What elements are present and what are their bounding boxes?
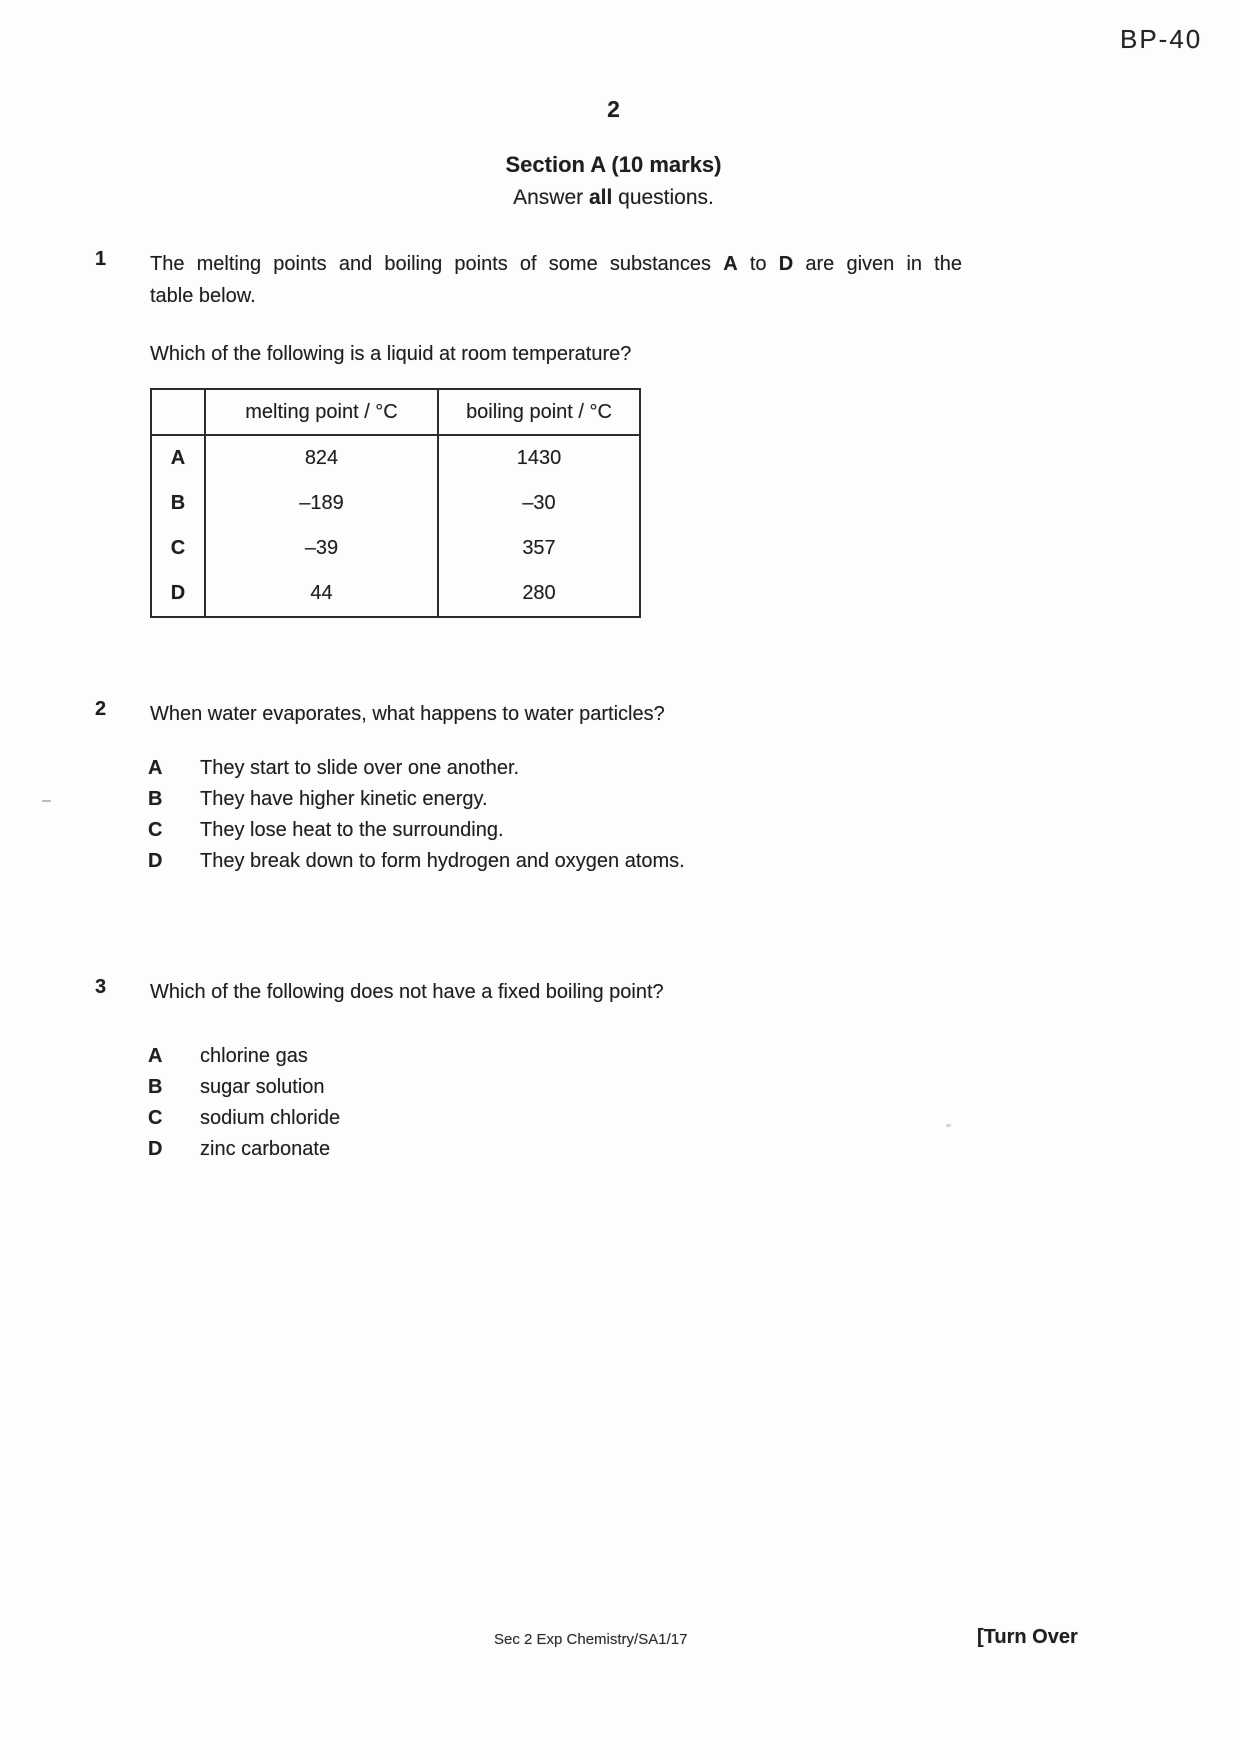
- option-letter: B: [148, 1076, 163, 1098]
- option-row: [148, 753, 685, 784]
- option-text: They break down to form hydrogen and oxygen atoms.: [200, 850, 685, 872]
- option-letter: A: [148, 1045, 163, 1067]
- question-3-stem: Which of the following does not have a fixed boiling point?: [150, 981, 664, 1003]
- paper-code: BP-40: [1120, 24, 1203, 54]
- option-letter: C: [148, 819, 163, 841]
- instruction-bold-all: all: [588, 186, 613, 209]
- option-text: They have higher kinetic energy.: [200, 788, 488, 810]
- footer-document-reference: Sec 2 Exp Chemistry/SA1/17: [494, 1631, 688, 1648]
- option-text: chlorine gas: [200, 1045, 308, 1067]
- instruction-suffix: questions.: [612, 186, 714, 209]
- option-row: [148, 1134, 340, 1165]
- option-row: [148, 1103, 340, 1134]
- stem-text: The melting points and boiling points of some substances: [150, 253, 724, 275]
- scan-artifact: [42, 800, 51, 802]
- question-3-options: [148, 1041, 340, 1165]
- option-row: [148, 1072, 340, 1103]
- option-text: They start to slide over one another.: [200, 757, 520, 779]
- instruction-prefix: Answer: [513, 186, 589, 209]
- option-row: [148, 784, 685, 815]
- section-title: Section A (10 marks): [505, 152, 722, 177]
- option-text: sugar solution: [200, 1076, 325, 1098]
- table-header-melting: melting point / °C: [204, 390, 437, 436]
- melting-boiling-table: [150, 388, 641, 618]
- option-letter: D: [148, 850, 163, 872]
- question-1-number: 1: [95, 248, 107, 270]
- option-letter: D: [148, 1138, 163, 1160]
- table-cell-melting: 824: [204, 436, 437, 481]
- table-header-boiling: boiling point / °C: [437, 390, 639, 436]
- table-cell-boiling: –30: [437, 481, 639, 526]
- option-text: zinc carbonate: [200, 1138, 331, 1160]
- question-1-stem: [150, 248, 962, 312]
- question-3-number: 3: [95, 976, 107, 998]
- table-cell-boiling: 357: [437, 526, 639, 571]
- table-row-label: D: [170, 582, 186, 604]
- page-number: 2: [607, 96, 620, 122]
- table-cell-melting: –39: [204, 526, 437, 571]
- option-row: [148, 846, 685, 877]
- stem-text: are given in the: [793, 253, 962, 275]
- option-letter: B: [148, 788, 163, 810]
- option-row: [148, 815, 685, 846]
- turn-over-label: [Turn Over: [977, 1626, 1078, 1648]
- table-cell-melting: 44: [204, 571, 437, 616]
- table-cell-boiling: 1430: [437, 436, 639, 481]
- option-text: sodium chloride: [200, 1107, 341, 1129]
- option-text: They lose heat to the surrounding.: [200, 819, 504, 841]
- scan-artifact: [946, 1124, 951, 1127]
- option-row: [148, 1041, 340, 1072]
- table-cell-boiling: 280: [437, 571, 639, 616]
- section-instruction: [0, 186, 1227, 210]
- question-1-prompt: Which of the following is a liquid at room temperature?: [150, 343, 632, 365]
- stem-text: to: [737, 253, 779, 275]
- option-letter: C: [148, 1107, 163, 1129]
- table-cell-melting: –189: [204, 481, 437, 526]
- substance-d-label: D: [778, 253, 794, 275]
- table-row-label: B: [170, 492, 186, 514]
- table-row-label: C: [170, 537, 186, 559]
- question-1-stem-line-1: [150, 248, 962, 280]
- option-letter: A: [148, 757, 163, 779]
- question-2-stem: When water evaporates, what happens to water particles?: [150, 703, 665, 725]
- question-1-stem-line-2: table below.: [150, 285, 256, 307]
- table-corner-cell: [152, 390, 204, 436]
- table-row-label: A: [170, 447, 186, 469]
- question-2-number: 2: [95, 698, 107, 720]
- substance-a-label: A: [723, 253, 738, 275]
- question-2-options: [148, 753, 685, 877]
